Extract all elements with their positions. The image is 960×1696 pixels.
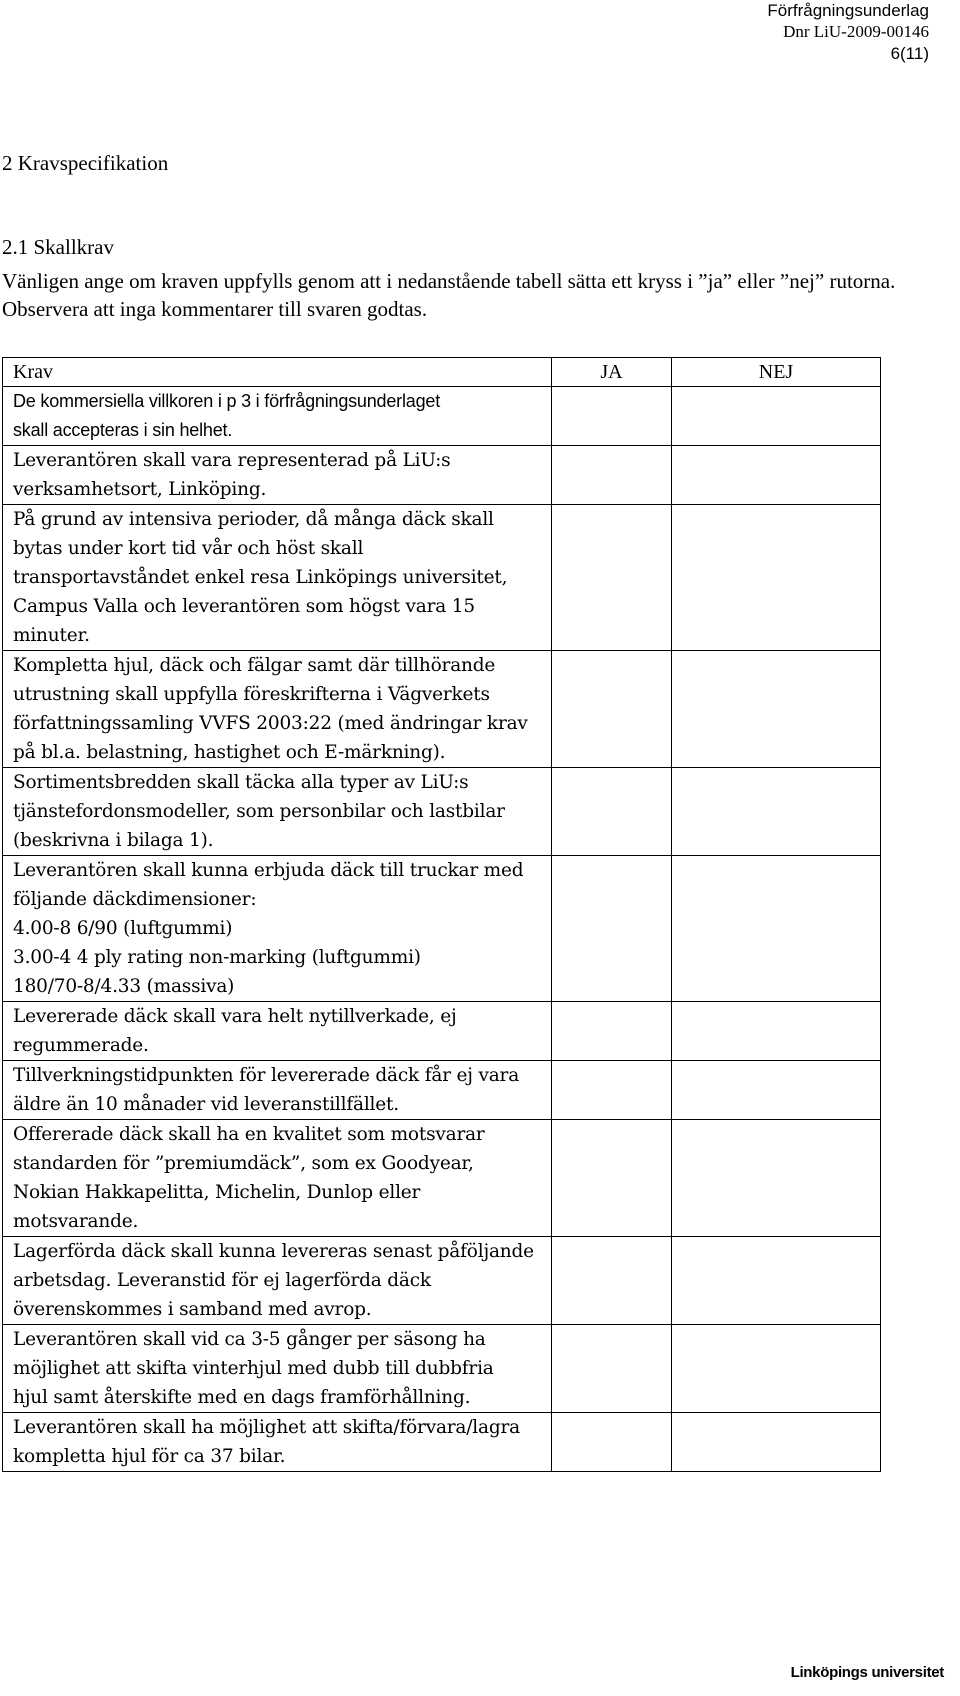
requirement-text: Sortimentsbredden skall täcka alla typer av LiU:s tjänstefordonsmodeller, som personbilar och lastbilar (beskrivna i bilaga 1). bbox=[3, 768, 552, 856]
nej-checkbox-cell[interactable] bbox=[672, 1061, 881, 1120]
requirements-table bbox=[2, 357, 881, 1472]
requirement-text: Leverantören skall kunna erbjuda däck till truckar med följande däckdimensioner: 4.00-8 6/90 (luftgummi) 3.00-4 4 ply rating non-marking (luftgummi) 180/70-8/4.33 (massiva) bbox=[3, 856, 552, 1002]
ja-checkbox-cell[interactable] bbox=[552, 1061, 672, 1120]
nej-checkbox-cell[interactable] bbox=[672, 387, 881, 446]
table-row bbox=[3, 856, 881, 1002]
requirement-text: De kommersiella villkoren i p 3 i förfrågningsunderlaget skall accepteras i sin helhet. bbox=[3, 387, 552, 446]
ja-checkbox-cell[interactable] bbox=[552, 768, 672, 856]
nej-checkbox-cell[interactable] bbox=[672, 1237, 881, 1325]
nej-checkbox-cell[interactable] bbox=[672, 651, 881, 768]
subsection-title: 2.1 Skallkrav bbox=[2, 235, 114, 259]
nej-checkbox-cell[interactable] bbox=[672, 768, 881, 856]
table-row bbox=[3, 1413, 881, 1472]
university-logo: Linköpings universitet bbox=[790, 1664, 944, 1681]
table-row bbox=[3, 1061, 881, 1120]
nej-checkbox-cell[interactable] bbox=[672, 446, 881, 505]
ja-checkbox-cell[interactable] bbox=[552, 856, 672, 1002]
table-row bbox=[3, 505, 881, 651]
table-row bbox=[3, 651, 881, 768]
requirement-text: Leverantören skall vid ca 3-5 gånger per säsong ha möjlighet att skifta vinterhjul med dubb till dubbfria hjul samt återskifte med en dags framförhållning. bbox=[3, 1325, 552, 1413]
header-krav: Krav bbox=[3, 358, 552, 387]
requirement-text: Kompletta hjul, däck och fälgar samt där tillhörande utrustning skall uppfylla föreskrifterna i Vägverkets författningssamling VVFS 2003:22 (med ändringar krav på bl.a. belastning, hastighet och E-märkning). bbox=[3, 651, 552, 768]
table-row bbox=[3, 387, 881, 446]
section-title: 2 Kravspecifikation bbox=[2, 151, 169, 175]
table-row bbox=[3, 1325, 881, 1413]
ja-checkbox-cell[interactable] bbox=[552, 387, 672, 446]
table-row bbox=[3, 1120, 881, 1237]
doc-number: Dnr LiU-2009-00146 bbox=[783, 22, 929, 41]
requirement-text: Offererade däck skall ha en kvalitet som motsvarar standarden för ”premiumdäck”, som ex Goodyear, Nokian Hakkapelitta, Michelin, Dunlop eller motsvarande. bbox=[3, 1120, 552, 1237]
table-header-row bbox=[3, 358, 881, 387]
header-ja: JA bbox=[552, 358, 672, 387]
table-row bbox=[3, 1237, 881, 1325]
intro-paragraph: Vänligen ange om kraven uppfylls genom att i nedanstående tabell sätta ett kryss i ”ja” eller ”nej” rutorna. Observera att inga kommentarer till svaren godtas. bbox=[2, 269, 896, 321]
nej-checkbox-cell[interactable] bbox=[672, 1413, 881, 1472]
ja-checkbox-cell[interactable] bbox=[552, 651, 672, 768]
nej-checkbox-cell[interactable] bbox=[672, 1325, 881, 1413]
ja-checkbox-cell[interactable] bbox=[552, 505, 672, 651]
ja-checkbox-cell[interactable] bbox=[552, 1237, 672, 1325]
nej-checkbox-cell[interactable] bbox=[672, 856, 881, 1002]
ja-checkbox-cell[interactable] bbox=[552, 1413, 672, 1472]
requirement-text: Levererade däck skall vara helt nytillverkade, ej regummerade. bbox=[3, 1002, 552, 1061]
ja-checkbox-cell[interactable] bbox=[552, 1002, 672, 1061]
ja-checkbox-cell[interactable] bbox=[552, 1325, 672, 1413]
requirement-text: Leverantören skall ha möjlighet att skifta/förvara/lagra kompletta hjul för ca 37 bilar. bbox=[3, 1413, 552, 1472]
table-row bbox=[3, 768, 881, 856]
nej-checkbox-cell[interactable] bbox=[672, 1002, 881, 1061]
table-row bbox=[3, 446, 881, 505]
header-nej: NEJ bbox=[672, 358, 881, 387]
nej-checkbox-cell[interactable] bbox=[672, 1120, 881, 1237]
page-header bbox=[767, 0, 929, 65]
requirement-text: Leverantören skall vara representerad på LiU:s verksamhetsort, Linköping. bbox=[3, 446, 552, 505]
nej-checkbox-cell[interactable] bbox=[672, 505, 881, 651]
ja-checkbox-cell[interactable] bbox=[552, 446, 672, 505]
ja-checkbox-cell[interactable] bbox=[552, 1120, 672, 1237]
doc-type: Förfrågningsunderlag bbox=[767, 1, 929, 20]
requirement-text: Tillverkningstidpunkten för levererade däck får ej vara äldre än 10 månader vid leveranstillfället. bbox=[3, 1061, 552, 1120]
requirement-text: Lagerförda däck skall kunna levereras senast påföljande arbetsdag. Leveranstid för ej lagerförda däck överenskommes i samband med avrop. bbox=[3, 1237, 552, 1325]
table-row bbox=[3, 1002, 881, 1061]
requirement-text: På grund av intensiva perioder, då många däck skall bytas under kort tid vår och höst skall transportavståndet enkel resa Linköpings universitet, Campus Valla och leverantören som högst vara 15 minuter. bbox=[3, 505, 552, 651]
page-number: 6(11) bbox=[890, 44, 929, 63]
